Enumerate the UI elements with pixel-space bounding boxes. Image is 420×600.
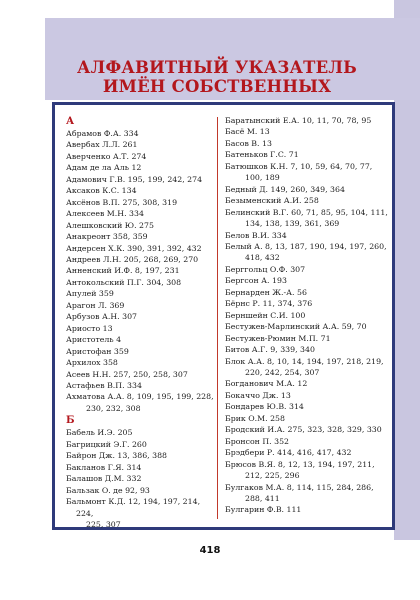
index-entry: Андреев Л.Н. 205, 268, 269, 270 [66, 254, 199, 264]
index-entry: Безыменский А.И. 258 [225, 196, 319, 206]
index-entry: Белый А. 8, 13, 187, 190, 194, 197, 260, 418, 432 [225, 241, 389, 264]
index-entry: Байрон Дж. 13, 386, 388 [66, 451, 168, 461]
index-entry: Богданович М.А. 12 [225, 379, 308, 389]
index-entry: Астафьев В.П. 334 [66, 380, 142, 390]
index-entry: Ариосто 13 [66, 323, 113, 333]
index-entry: Бальзак О. де 92, 93 [66, 485, 150, 495]
index-entry-continuation: 134, 138, 139, 361, 369 [245, 219, 340, 229]
index-entry: Берншейн С.И. 100 [225, 310, 306, 320]
index-entry: Арагон Л. 369 [66, 300, 125, 310]
index-entry: Бакланов Г.Я. 314 [66, 462, 142, 472]
index-entry: Берггольц О.Ф. 307 [225, 264, 306, 274]
index-entry: Абрамов Ф.А. 334 [66, 129, 139, 138]
index-entry: Баратынский Е.А. 10, 11, 70, 78, 95 [225, 116, 372, 125]
index-entry: Белов В.И. 334 [225, 230, 287, 240]
index-entry-continuation: 230, 232, 308 [86, 403, 141, 413]
index-entry: Анакреонт 358, 359 [66, 232, 148, 242]
index-entry: Апулей 359 [66, 289, 114, 299]
index-entry: Бондарев Ю.В. 314 [225, 402, 304, 412]
index-entry: Бернарден Ж.-А. 56 [225, 287, 307, 297]
index-entry: Алексеев М.Н. 334 [66, 209, 144, 219]
index-entry-continuation: 418, 432 [245, 253, 280, 263]
index-entry: Бальмонт К.Д. 12, 194, 197, 214, 224, 225, 307 [66, 496, 214, 530]
column-divider [217, 117, 218, 519]
index-entry: Авербах Л.Л. 261 [66, 140, 138, 150]
index-entry: Басё М. 13 [225, 127, 270, 137]
index-entry: Батеньков Г.С. 71 [225, 150, 299, 160]
title-line-1: АЛФАВИТНЫЙ УКАЗАТЕЛЬ [77, 58, 357, 77]
index-entry: Ахматова А.А. 8, 109, 195, 199, 228, 230, 232, 308 [66, 392, 214, 413]
index-entry: Бродский И.А. 275, 323, 328, 329, 330 [225, 425, 382, 435]
section-letter: Б [66, 415, 75, 427]
index-entry: Батюшков К.Н. 7, 10, 59, 64, 70, 77, 100, 189 [225, 161, 389, 184]
index-entry: Аристофан 359 [66, 346, 129, 356]
index-entry-continuation: 225, 307 [86, 519, 121, 529]
index-entry-continuation: 288, 411 [245, 493, 280, 503]
left-column [66, 115, 214, 530]
index-entry: Бергсон А. 193 [225, 276, 287, 286]
index-entry: Белинский В.Г. 60, 71, 85, 95, 104, 111, 134, 138, 139, 361, 369 [225, 207, 388, 229]
index-entry: Аверченко А.Т. 274 [66, 151, 147, 161]
index-entry: Бестужев-Марлинский А.А. 59, 70 [225, 322, 367, 332]
index-entry: Бабель И.Э. 205 [66, 428, 133, 438]
right-column [225, 115, 389, 516]
index-entry: Бронсон П. 352 [225, 436, 289, 446]
index-entry: Аксаков К.С. 134 [66, 186, 137, 196]
index-entry: Адамович Г.В. 195, 199, 242, 274 [66, 174, 203, 184]
index-entry: Блок А.А. 8, 10, 14, 194, 197, 218, 219, 220, 242, 254, 307 [225, 356, 389, 379]
index-entry: Асеев Н.Н. 257, 250, 258, 307 [66, 369, 188, 379]
index-entry: Алешковский Ю. 275 [66, 220, 154, 230]
index-frame [52, 102, 395, 530]
index-entry: Булгаков М.А. 8, 114, 115, 284, 286, 288, 411 [225, 482, 389, 505]
index-entry: Брэдбери Р. 414, 416, 417, 432 [225, 448, 352, 458]
index-entry: Басов В. 13 [225, 138, 272, 148]
index-entry: Арбузов А.Н. 307 [66, 312, 138, 322]
index-entry: Брик О.М. 258 [225, 413, 285, 423]
index-entry-continuation: 100, 189 [245, 173, 280, 183]
index-entry-continuation: 212, 225, 296 [245, 471, 300, 481]
index-entry: Архилох 358 [66, 358, 118, 368]
index-entry: Бёрнс Р. 11, 374, 376 [225, 299, 313, 309]
title-line-2: ИМЁН СОБСТВЕННЫХ [102, 77, 332, 96]
index-entry-continuation: 220, 242, 254, 307 [245, 367, 320, 377]
index-entry: Бокаччо Дж. 13 [225, 390, 291, 400]
page-title [52, 58, 382, 96]
index-entry: Адам де ла Аль 12 [66, 163, 142, 173]
index-entry: Андерсен Х.К. 390, 391, 392, 432 [66, 243, 202, 253]
index-entry: Багрицкий Э.Г. 260 [66, 439, 147, 449]
index-entry: Анненский И.Ф. 8, 197, 231 [66, 266, 180, 276]
index-entry: Бестужев-Рюмин М.П. 71 [225, 333, 331, 343]
index-entry: Аристотель 4 [66, 335, 122, 345]
index-entry: Антокольский П.Г. 304, 308 [66, 277, 182, 287]
index-entry: Брюсов В.Я. 8, 12, 13, 194, 197, 211, 212, 225, 296 [225, 459, 389, 482]
index-entry: Аксёнов В.П. 275, 308, 319 [66, 197, 178, 207]
index-entry: Балашов Д.М. 332 [66, 474, 142, 484]
page-number: 418 [199, 545, 221, 556]
index-entry: Битов А.Г. 9, 339, 340 [225, 345, 315, 355]
section-letter: А [66, 116, 75, 127]
index-entry: Бедный Д. 149, 260, 349, 364 [225, 184, 345, 194]
index-entry: Булгарин Ф.В. 111 [225, 505, 302, 515]
